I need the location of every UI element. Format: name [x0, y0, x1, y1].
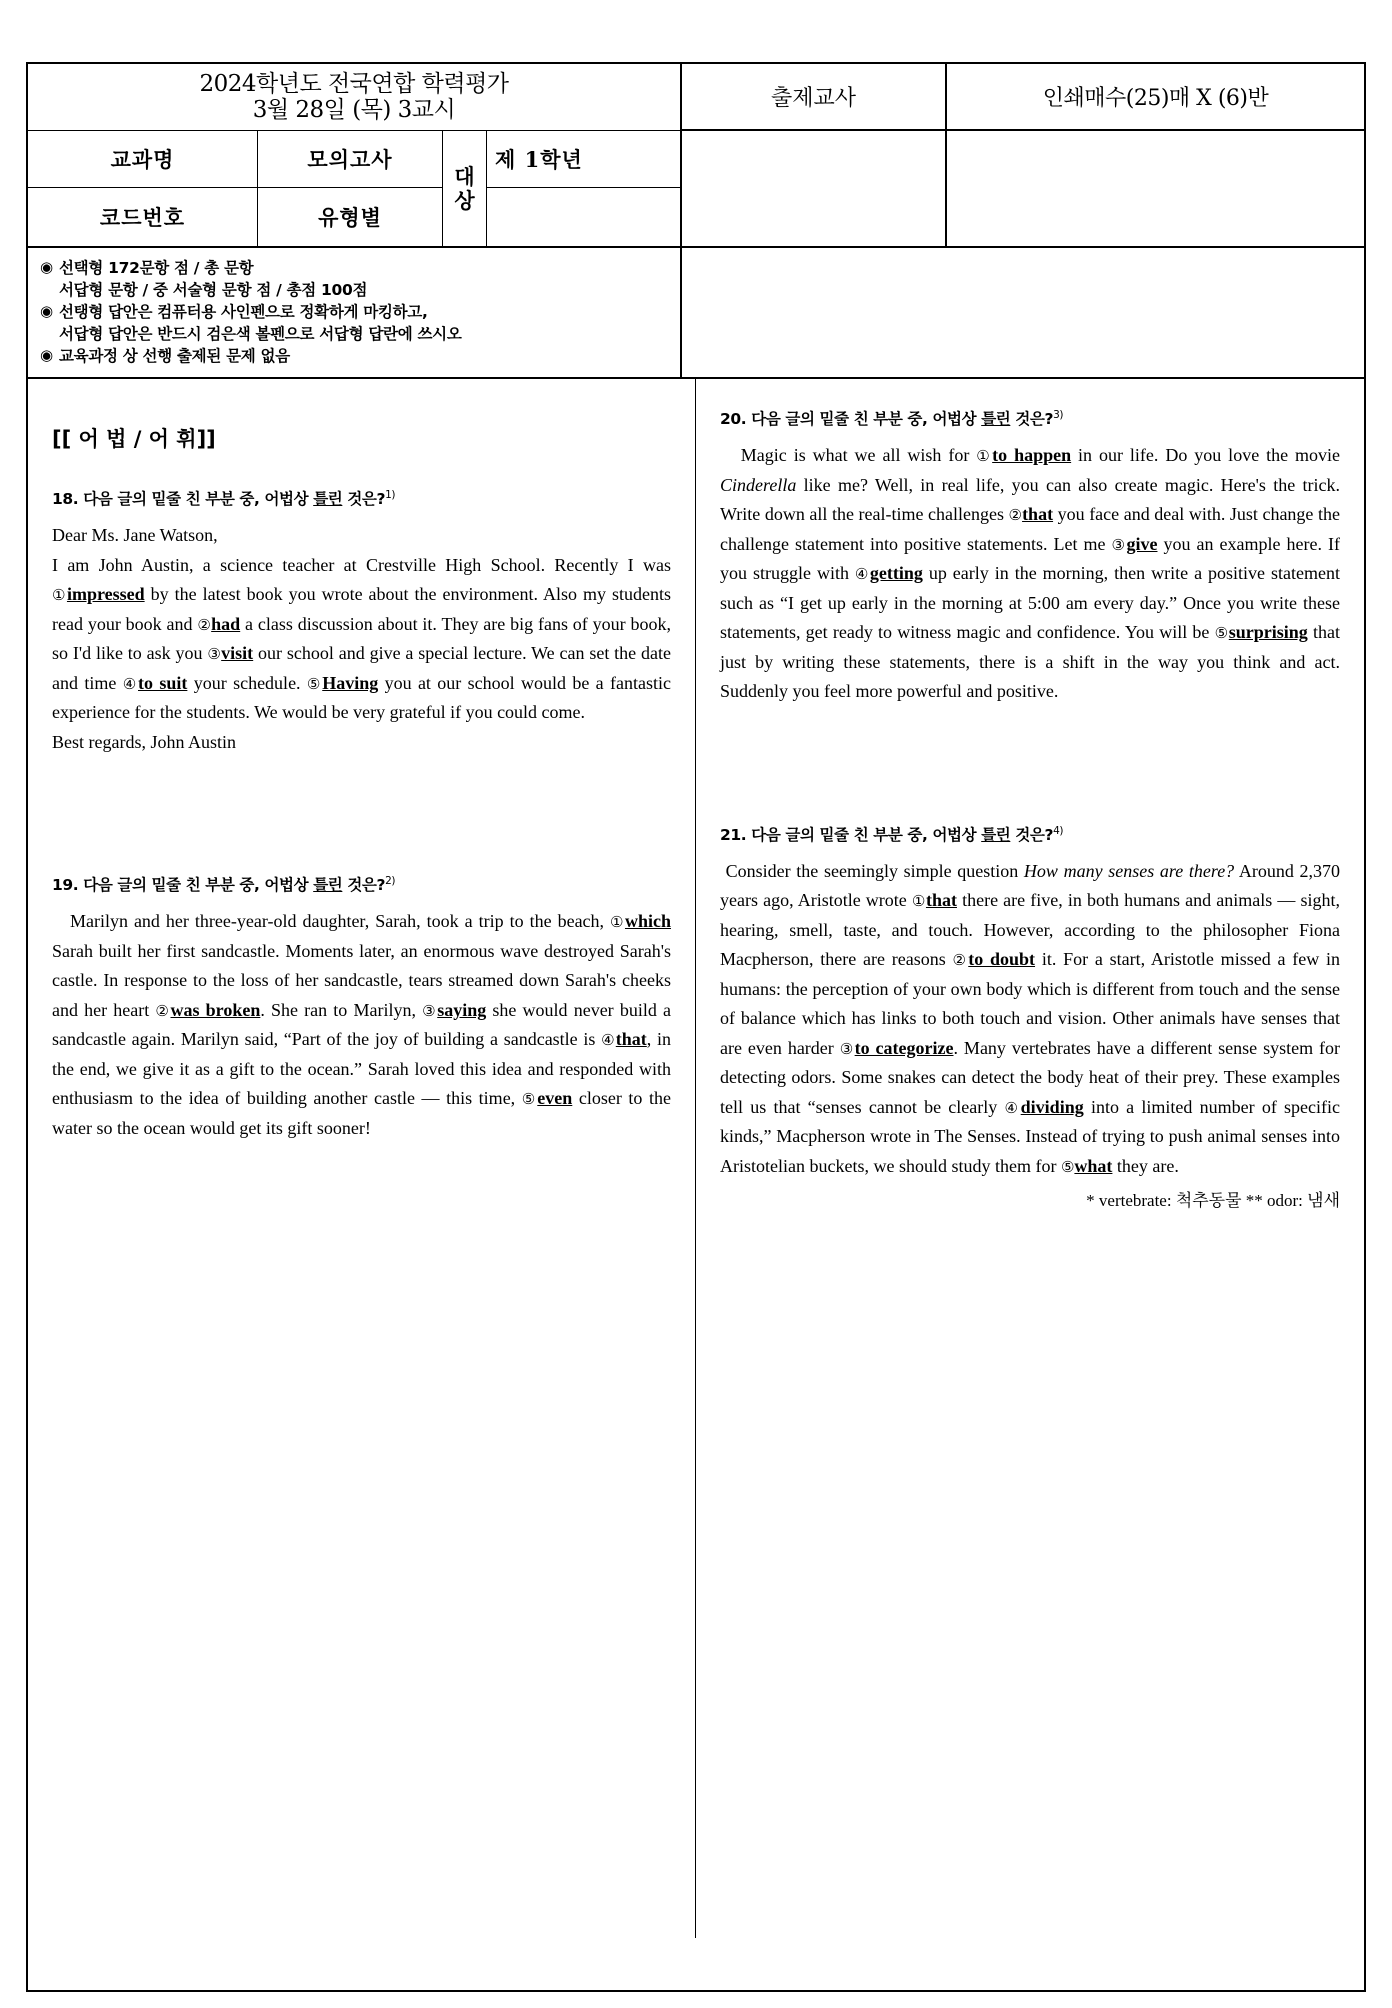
q18-choice-2: had: [211, 613, 241, 634]
q19-heading-tail: 것은?: [342, 876, 386, 895]
q20-footnote-marker: 3): [1053, 408, 1064, 421]
choice-4-marker: ④: [854, 565, 870, 584]
choice-1-marker: ①: [911, 892, 926, 911]
q20-choice-2: that: [1022, 504, 1054, 525]
note-item-1: [40, 257, 670, 279]
spacer-left-1: [52, 757, 671, 873]
q18-heading-text: 다음 글의 밑줄 친 부분 중, 어법상: [83, 490, 314, 508]
q19-choice-1: which: [624, 911, 671, 932]
bullet-icon: ◉: [40, 258, 53, 276]
question-19: [52, 873, 671, 1143]
q21-number: 21.: [720, 825, 747, 844]
header-right-block: [682, 64, 1364, 246]
header-left-block: [28, 64, 682, 246]
bullet-icon: ◉: [40, 346, 53, 364]
note-1-line-1: 선택형 172문항 점 / 총 문항: [59, 259, 254, 277]
q20-choice-1: to happen: [992, 445, 1072, 465]
choice-1-marker: ①: [52, 586, 67, 605]
teacher-signature-cell: [682, 131, 947, 246]
q19-heading-underlined: 틀린: [313, 876, 343, 895]
q21-choice-4: dividing: [1020, 1096, 1084, 1117]
question-21-heading: [720, 823, 1340, 845]
q20-heading-underlined: 틀린: [981, 410, 1011, 428]
question-21: [720, 823, 1340, 1216]
choice-5-marker: ⑤: [306, 674, 323, 693]
choice-4-marker: ④: [122, 674, 139, 693]
q18-heading-tail: 것은?: [342, 490, 386, 508]
q20-movie-title: Cinderella: [720, 474, 797, 495]
label-code: 코드번호: [99, 204, 186, 230]
exam-title-line1: 2024학년도 전국연합 학력평가: [199, 70, 509, 97]
q21-footnote-marker: 4): [1053, 824, 1064, 837]
question-21-passage: [720, 857, 1340, 1216]
q19-footnote-marker: 2): [385, 874, 396, 887]
label-grade: 제 1학년: [487, 131, 680, 188]
notes-row: [28, 248, 1364, 379]
q19-choice-4: that: [615, 1029, 647, 1050]
column-right: [696, 379, 1364, 1938]
q20-heading-tail: 것은?: [1010, 410, 1054, 428]
header-table: [28, 64, 1364, 248]
label-print-count: 인쇄매수(25)매 X (6)반: [1042, 86, 1269, 111]
note-2-line-1: 선탱형 답안은 컴퓨터용 사인펜으로 정확하게 마킹하고,: [59, 303, 428, 321]
question-19-passage: [52, 907, 671, 1143]
q21-choice-3: to categorize: [854, 1037, 954, 1058]
choice-5-marker: ⑤: [1060, 1157, 1075, 1176]
choice-5-marker: ⑤: [521, 1090, 538, 1109]
header-meta-grid: [28, 131, 680, 246]
meta-col-subject: [28, 131, 258, 246]
q18-choice-4: to suit: [138, 672, 188, 693]
q18-choice-1: impressed: [66, 584, 145, 605]
q18-choice-3: visit: [221, 643, 254, 664]
choice-2-marker: ②: [952, 951, 969, 970]
q20-choice-3: give: [1126, 533, 1158, 554]
choice-5-marker: ⑤: [1214, 624, 1229, 643]
q21-italic-question: How many senses are there?: [1023, 860, 1235, 881]
label-target-char1: 대: [454, 163, 475, 189]
choice-4-marker: ④: [601, 1031, 616, 1050]
choice-2-marker: ②: [155, 1001, 171, 1020]
question-18: [52, 487, 671, 757]
meta-col-target: [443, 131, 487, 246]
q19-choice-5: even: [537, 1088, 573, 1109]
q20-number: 20.: [720, 410, 747, 428]
q21-glossary: * vertebrate: 척추동물 ** odor: 냄새: [1086, 1191, 1340, 1211]
meta-col-grade: [487, 131, 680, 246]
q20-body: Magic is what we all wish for ①to happen in our life. Do you love the movie Cinderella like me? Well, in real life, you can also create magic. Here's the trick. Write down all the real-time challenges ②that you face and deal with. Just change the challenge statement into positive statements. Let me ③give you an example here. If you struggle with ④getting up early in the morning, then write a positive statement such as “I get up early in the morning at 5:00 am every day.” Once you write these statements, get ready to witness magic and confidence. You will be ⑤surprising that just by writing these statements, there is a shift in the way you think and act. Suddenly you feel more powerful and positive.: [720, 445, 1341, 702]
q20-heading-text: 다음 글의 밑줄 친 부분 중, 어법상: [751, 410, 982, 428]
header-right-bottom: [682, 131, 1364, 246]
label-target: [443, 131, 486, 246]
q18-salutation: Dear Ms. Jane Watson,: [52, 525, 218, 545]
choice-1-marker: ①: [976, 447, 993, 465]
q21-heading-underlined: 틀린: [981, 825, 1011, 844]
choice-4-marker: ④: [1004, 1098, 1021, 1117]
note-3-line-1: 교육과정 상 선행 출제된 문제 없음: [59, 347, 290, 365]
choice-3-marker: ③: [422, 1001, 438, 1020]
q20-choice-5: surprising: [1228, 622, 1308, 643]
q19-heading-text: 다음 글의 밑줄 친 부분 중, 어법상: [83, 876, 314, 895]
q19-choice-3: saying: [437, 999, 487, 1020]
q21-choice-2: to doubt: [968, 949, 1036, 970]
label-subject: 교과명: [28, 131, 257, 188]
q21-heading-text: 다음 글의 밑줄 친 부분 중, 어법상: [751, 825, 982, 844]
question-18-heading: [52, 487, 671, 509]
choice-3-marker: ③: [839, 1039, 855, 1058]
spacer-right-1: [720, 707, 1340, 823]
q19-choice-2: was broken: [170, 999, 261, 1020]
question-19-heading: [52, 873, 671, 895]
column-left: [28, 379, 696, 1938]
q20-choice-4: getting: [869, 563, 923, 584]
choice-1-marker: ①: [610, 913, 625, 932]
exam-page: [26, 62, 1366, 1992]
q19-body: Marilyn and her three-year-old daughter, Sarah, took a trip to the beach, ①which Sarah built her first sandcastle. Moments later, an enormous wave destroyed Sarah's castle. In response to the loss of her sandcastle, tears streamed down Sarah's cheeks and her heart ②was broken. She ran to Marilyn, ③saying she would never build a sandcastle again. Marilyn said, “Part of the joy of building a sandcastle is ④that, in the end, we give it as a gift to the ocean.” Sarah loved this idea and responded with enthusiasm to the idea of building another castle — this time, ⑤even closer to the water so the ocean would get its gift sooner!: [52, 911, 671, 1138]
q21-body: Consider the seemingly simple question How many senses are there? Around 2,370 years ago, Aristotle wrote ①that there are five, in both humans and animals — sight, hearing, smell, taste, and touch. However, according to the philosopher Fiona Macpherson, there are reasons ②to doubt it. For a start, Aristotle missed a few in humans: the perception of your own body which is different from touch and the sense of balance which has links to both touch and vision. Other animals have senses that are even harder ③to categorize. Many vertebrates have a different sense system for detecting odors. Some snakes can detect the body heat of their prey. These examples tell us that “senses cannot be clearly ④dividing into a limited number of specific kinds,” Macpherson wrote in The Senses. Instead of trying to push animal senses into Aristotelian buckets, we should study them for ⑤what they are.: [720, 860, 1341, 1176]
exam-title: [28, 64, 680, 131]
notes-empty-area: [682, 248, 1364, 377]
header-right-top: [682, 64, 1364, 131]
label-teacher: 출제교사: [682, 64, 947, 129]
choice-3-marker: ③: [207, 645, 222, 664]
q18-number: 18.: [52, 490, 79, 508]
question-20-heading: [720, 407, 1340, 429]
exam-notes: [28, 248, 682, 377]
label-type: 유형별: [318, 204, 382, 230]
q18-footnote-marker: 1): [385, 488, 396, 501]
q18-body: I am John Austin, a science teacher at Crestville High School. Recently I was ①impressed by the latest book you wrote about the environment. Also my students read your book and ②had a class discussion about it. They are big fans of your book, so I'd like to ask you ③visit our school and give a special lecture. We can set the date and time ④to suit your schedule. ⑤Having you at our school would be a fantastic experience for the students. We would be very grateful if you could come.: [52, 554, 671, 723]
grade-blank-cell: [487, 188, 680, 245]
q21-heading-tail: 것은?: [1010, 825, 1054, 844]
choice-3-marker: ③: [1111, 535, 1127, 554]
q18-closing: Best regards, John Austin: [52, 731, 236, 752]
bullet-icon: ◉: [40, 302, 53, 320]
question-18-passage: [52, 521, 671, 757]
section-title: [[ 어 법 / 어 휘]]: [52, 427, 216, 451]
choice-2-marker: ②: [197, 615, 212, 634]
exam-title-line2: 3월 28일 (목) 3교시: [252, 97, 456, 123]
q21-choice-1: that: [925, 890, 957, 911]
q18-heading-underlined: 틀린: [313, 490, 343, 508]
note-2-line-2: 서답형 답안은 반드시 검은색 볼펜으로 서답형 답란에 쓰시오: [59, 325, 462, 343]
q21-choice-5: what: [1074, 1155, 1113, 1176]
q19-number: 19.: [52, 876, 79, 895]
note-item-2: [40, 301, 670, 323]
choice-2-marker: ②: [1008, 506, 1023, 525]
meta-col-type: [258, 131, 443, 246]
main-columns: [28, 379, 1364, 1938]
question-20: [720, 407, 1340, 707]
question-20-passage: [720, 441, 1340, 707]
note-item-3: [40, 345, 670, 367]
label-target-char2: 상: [454, 187, 475, 213]
print-notes-cell: [947, 131, 1364, 246]
label-mock: 모의고사: [258, 131, 442, 188]
q18-choice-5: Having: [322, 672, 379, 693]
note-1-line-2: 서답형 문항 / 중 서술형 문항 점 / 총점 100점: [59, 281, 368, 299]
